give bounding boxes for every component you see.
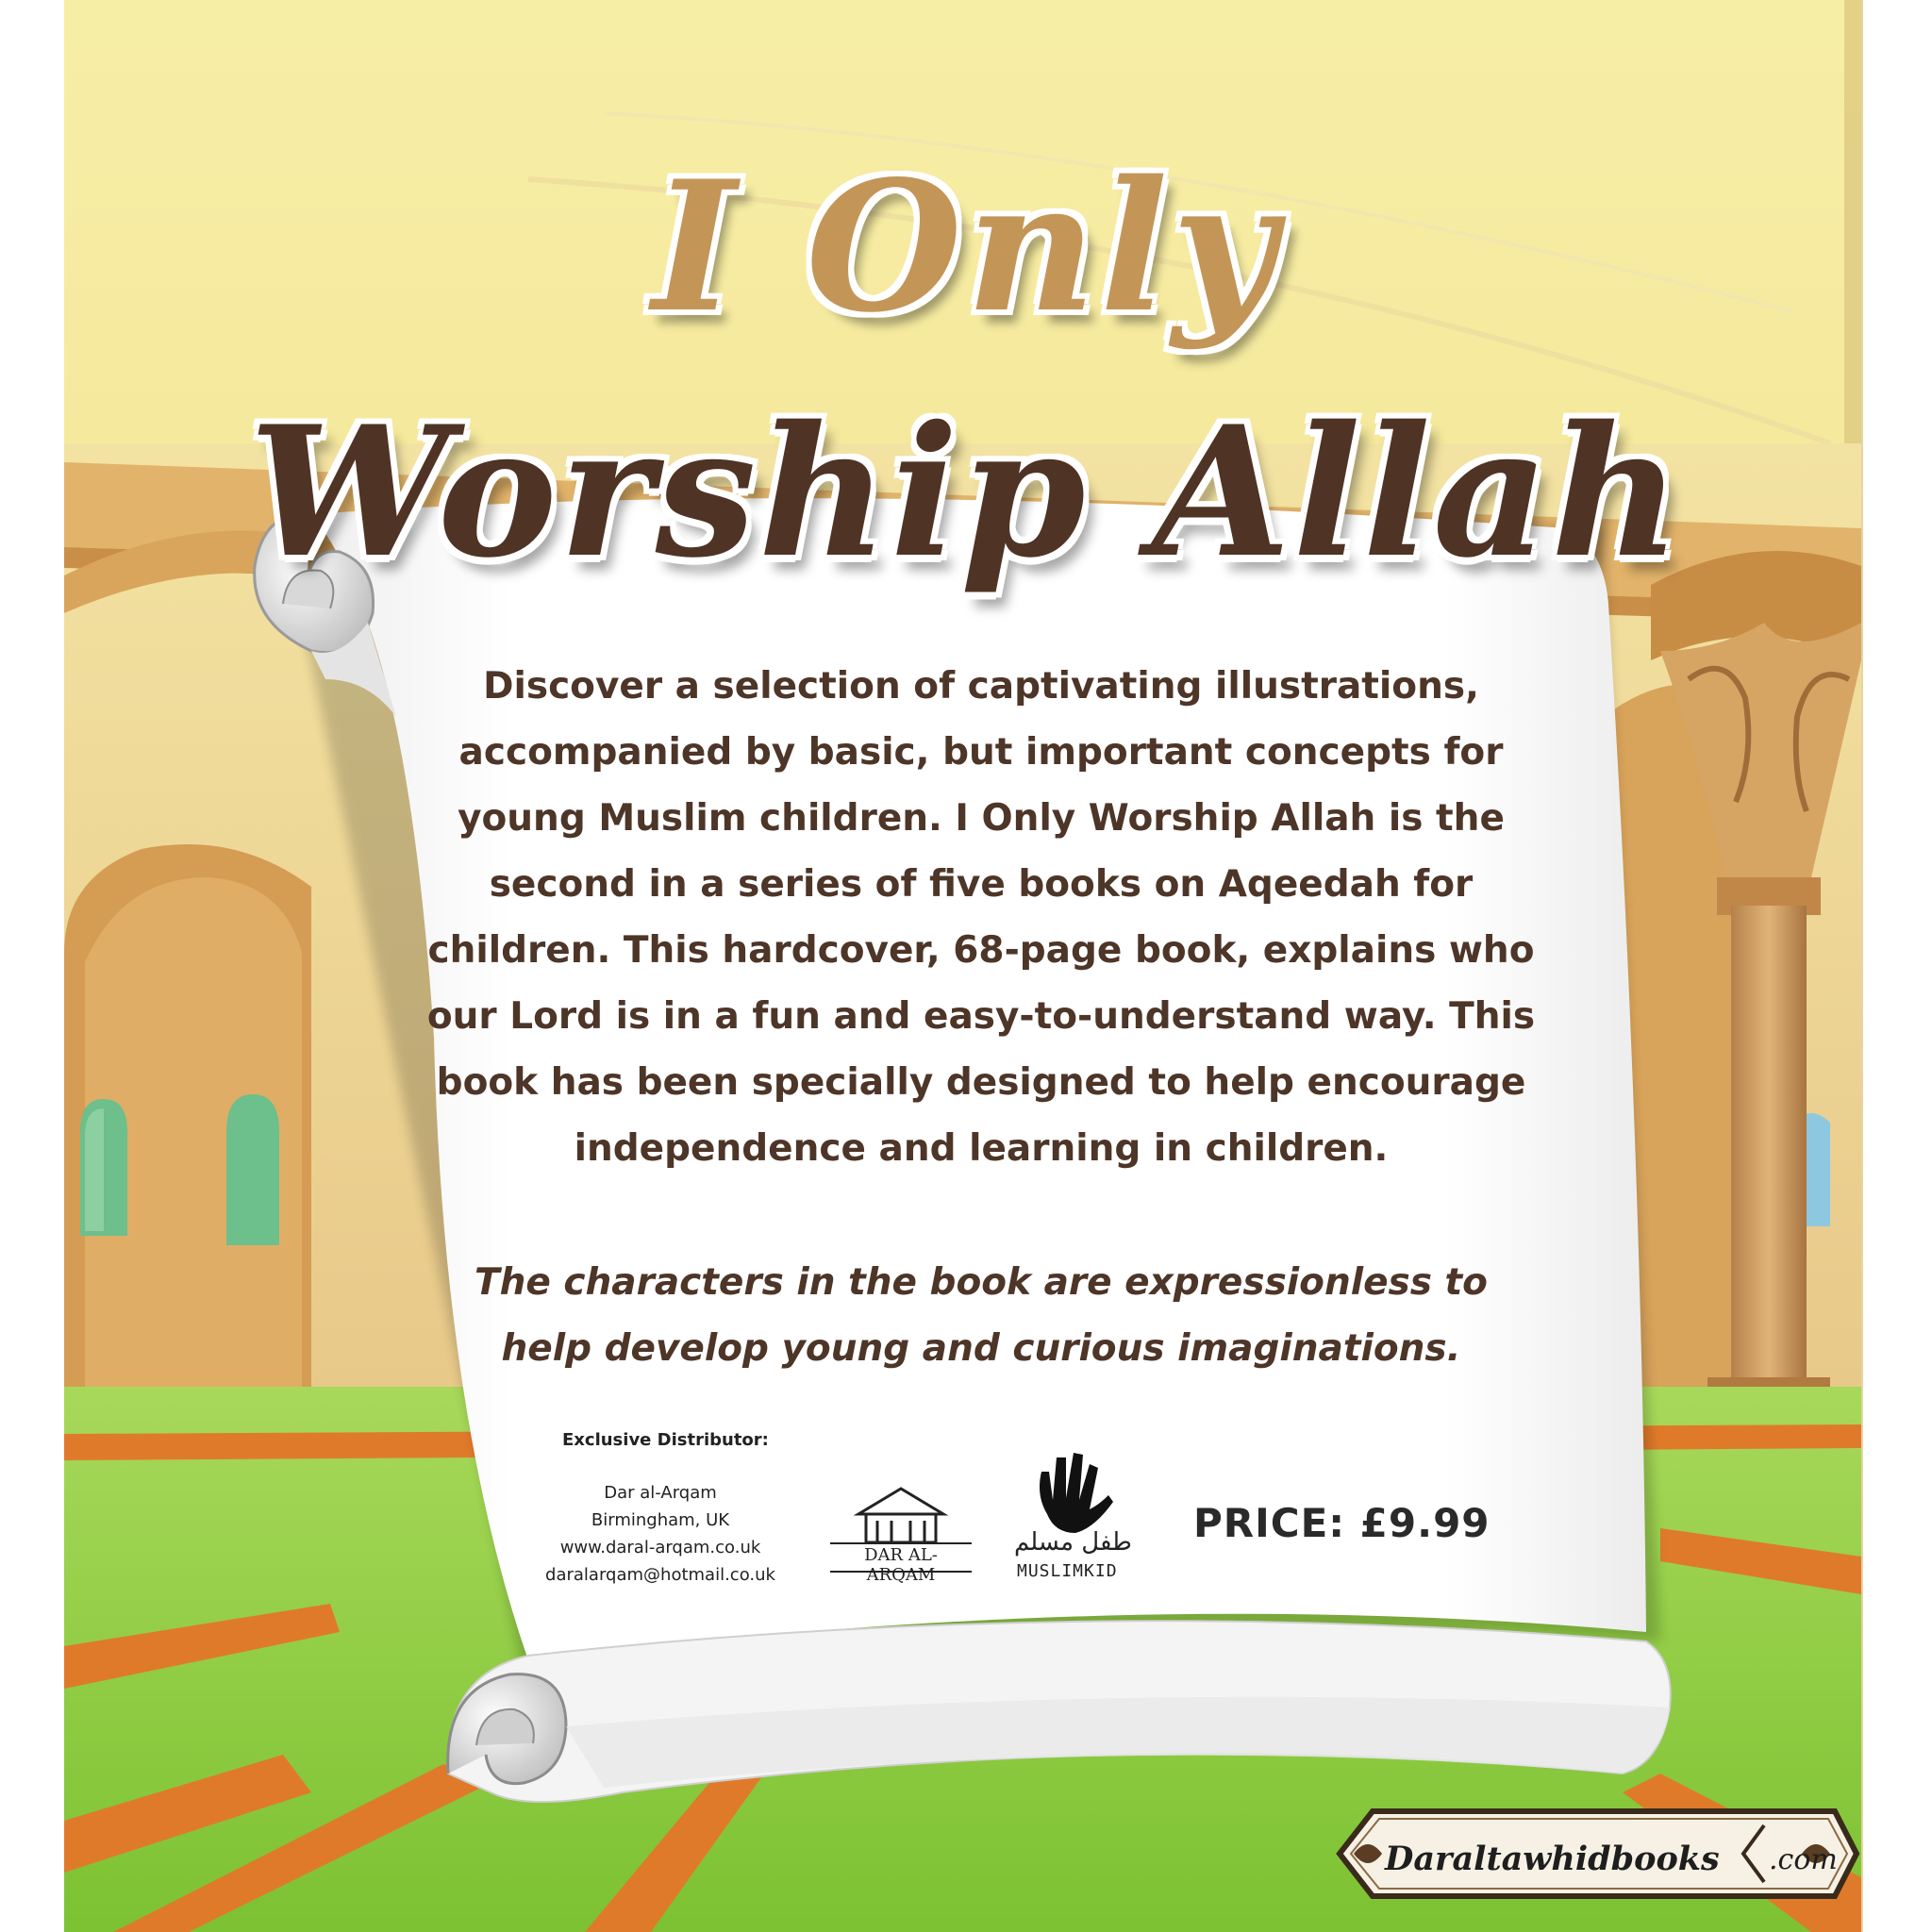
- dar-al-arqam-label: DAR AL-ARQAM: [864, 1545, 938, 1585]
- distributor-name: Dar al-Arqam: [604, 1483, 717, 1503]
- description-line: book has been specially designed to help encourage: [436, 1061, 1526, 1104]
- tagline-line: The characters in the book are expressionless to: [475, 1261, 1488, 1304]
- description-paragraph: [406, 654, 1557, 1182]
- muslimkid-label: MUSLIMKID: [1017, 1561, 1118, 1581]
- muslimkid-arabic-label: طفل مسلم: [1014, 1528, 1132, 1557]
- distributor-address: [528, 1479, 792, 1589]
- distributor-label: Exclusive Distributor:: [562, 1430, 769, 1450]
- distributor-city: Birmingham, UK: [591, 1510, 730, 1530]
- price-label: PRICE: £9.99: [1193, 1500, 1491, 1546]
- description-line: accompanied by basic, but important concepts for: [458, 731, 1504, 774]
- description-line: Discover a selection of captivating illustrations,: [483, 665, 1479, 708]
- tagline-paragraph: [406, 1250, 1557, 1382]
- watermark-name: Daraltawhidbooks: [1385, 1840, 1720, 1878]
- description-line: children. This hardcover, 68-page book, explains who: [427, 929, 1535, 972]
- distributor-email: daralarqam@hotmail.co.uk: [545, 1565, 775, 1585]
- description-line: second in a series of five books on Aqeedah for: [489, 863, 1474, 906]
- distributor-website: www.daral-arqam.co.uk: [559, 1538, 761, 1557]
- description-line: independence and learning in children.: [574, 1127, 1389, 1170]
- tagline-line: help develop young and curious imaginations.: [501, 1327, 1461, 1370]
- description-line: our Lord is in a fun and easy-to-understand way. This: [426, 995, 1536, 1038]
- title-line-2: Worship Allah: [248, 387, 1684, 597]
- watermark-suffix: .com: [1769, 1843, 1838, 1876]
- description-line: young Muslim children. I Only Worship Allah is the: [458, 797, 1505, 840]
- title-line-1: I Only: [652, 142, 1280, 352]
